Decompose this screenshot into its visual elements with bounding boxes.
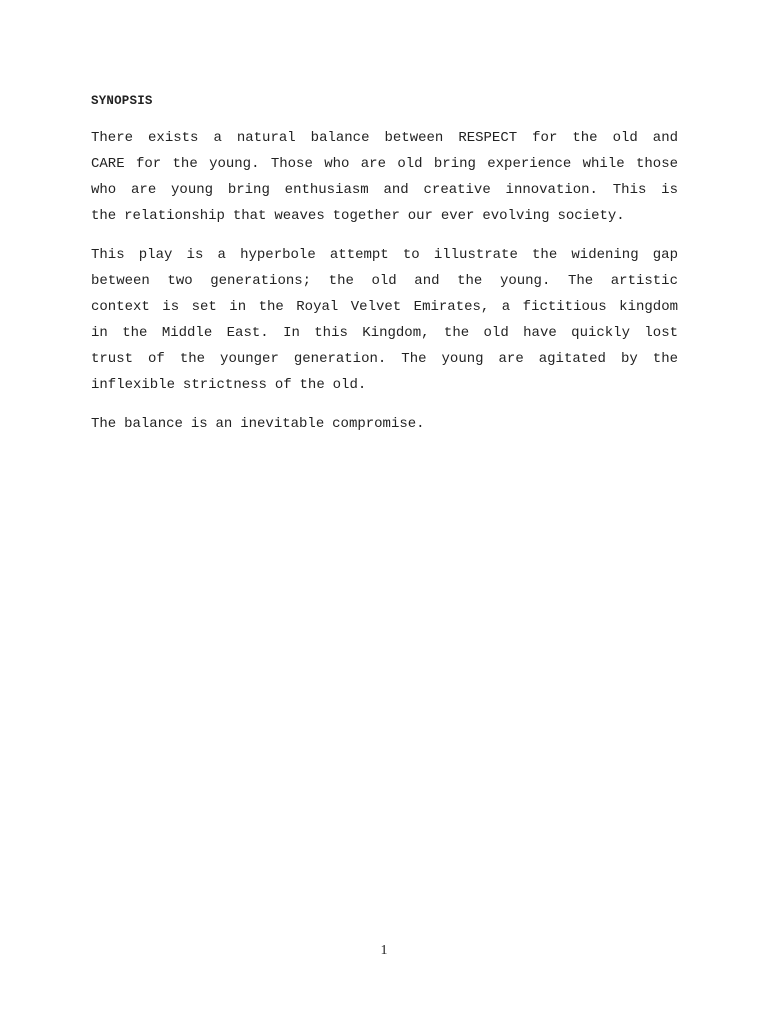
paragraph-line: trust of the younger generation. The young are agitated by the — [91, 351, 678, 367]
paragraph-line: CARE for the young. Those who are old bring experience while those — [91, 156, 678, 172]
paragraph-line: context is set in the Royal Velvet Emirates, a fictitious kingdom — [91, 299, 678, 315]
paragraph-line: in the Middle East. In this Kingdom, the old have quickly lost — [91, 325, 678, 341]
paragraph-line: The balance is an inevitable compromise. — [91, 416, 425, 432]
paragraph-line: who are young bring enthusiasm and creative innovation. This is — [91, 182, 678, 198]
paragraph-line: inflexible strictness of the old. — [91, 377, 367, 393]
paragraph-2 — [91, 242, 678, 398]
paragraph-line: This play is a hyperbole attempt to illustrate the widening gap — [91, 247, 678, 263]
section-heading: SYNOPSIS — [91, 94, 153, 108]
paragraph-line: the relationship that weaves together our ever evolving society. — [91, 208, 625, 224]
page-number: 1 — [380, 943, 388, 958]
paragraph-line: There exists a natural balance between RESPECT for the old and — [91, 130, 678, 146]
synopsis-section — [91, 93, 678, 450]
paragraph-line: between two generations; the old and the young. The artistic — [91, 273, 678, 289]
paragraph-1 — [91, 125, 678, 229]
paragraph-3 — [91, 411, 678, 437]
